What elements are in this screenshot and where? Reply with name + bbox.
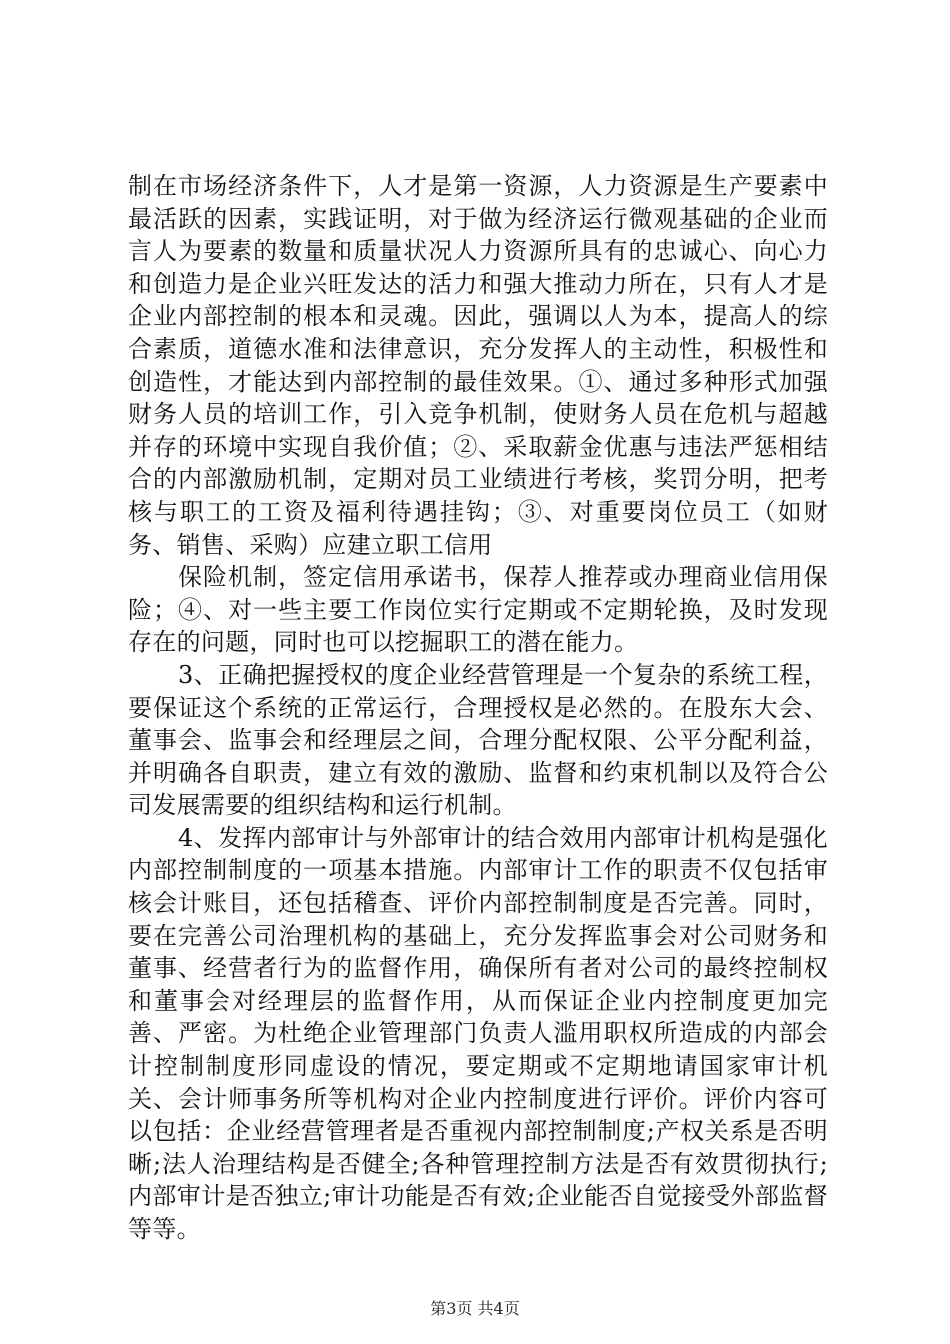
paragraph-audit: 4、发挥内部审计与外部审计的结合效用内部审计机构是强化内部控制制度的一项基本措施。内部审计工作的职责不仅包括审核会计账目，还包括稽查、评价内部控制制度是否完善。同时，要在完善公司治理机构的基础上，充分发挥监事会对公司财务和董事、经营者行为的监督作用，确保所有者对公司的最终控制权和董事会对经理层的监督作用，从而保证企业内控制度更加完善、严密。为杜绝企业管理部门负责人滥用职权所造成的内部会计控制制度形同虚设的情况，要定期或不定期地请国家审计机关、会计师事务所等机构对企业内控制度进行评价。评价内容可以包括：企业经营管理者是否重视内部控制制度;产权关系是否明晰;法人治理结构是否健全;各种管理控制方法是否有效贯彻执行;内部审计是否独立;审计功能是否有效;企业能否自觉接受外部监督等等。 xyxy=(128,823,828,1243)
paragraph-insurance: 保险机制，签定信用承诺书，保荐人推荐或办理商业信用保险；④、对一些主要工作岗位实行定期或不定期轮换，及时发现存在的问题，同时也可以挖掘职工的潜在能力。 xyxy=(128,563,828,657)
document-body xyxy=(128,170,828,1246)
page-number-footer: 第3页 共4页 xyxy=(430,1299,520,1318)
paragraph-authorization: 3、正确把握授权的度企业经营管理是一个复杂的系统工程，要保证这个系统的正常运行，合理授权是必然的。在股东大会、董事会、监事会和经理层之间，合理分配权限、公平分配利益，并明确各自职责，建立有效的激励、监督和约束机制以及符合公司发展需要的组织结构和运行机制。 xyxy=(128,660,828,820)
paragraph-continuation: 制在市场经济条件下，人才是第一资源，人力资源是生产要素中最活跃的因素，实践证明，对于做为经济运行微观基础的企业而言人为要素的数量和质量状况人力资源所具有的忠诚心、向心力和创造力是企业兴旺发达的活力和强大推动力所在，只有人才是企业内部控制的根本和灵魂。因此，强调以人为本，提高人的综合素质，道德水准和法律意识，充分发挥人的主动性，积极性和创造性，才能达到内部控制的最佳效果。①、通过多种形式加强财务人员的培训工作，引入竞争机制，使财务人员在危机与超越并存的环境中实现自我价值；②、采取薪金优惠与违法严惩相结合的内部激励机制，定期对员工业绩进行考核，奖罚分明，把考核与职工的工资及福利待遇挂钩；③、对重要岗位员工（如财务、销售、采购）应建立职工信用 xyxy=(128,172,828,559)
